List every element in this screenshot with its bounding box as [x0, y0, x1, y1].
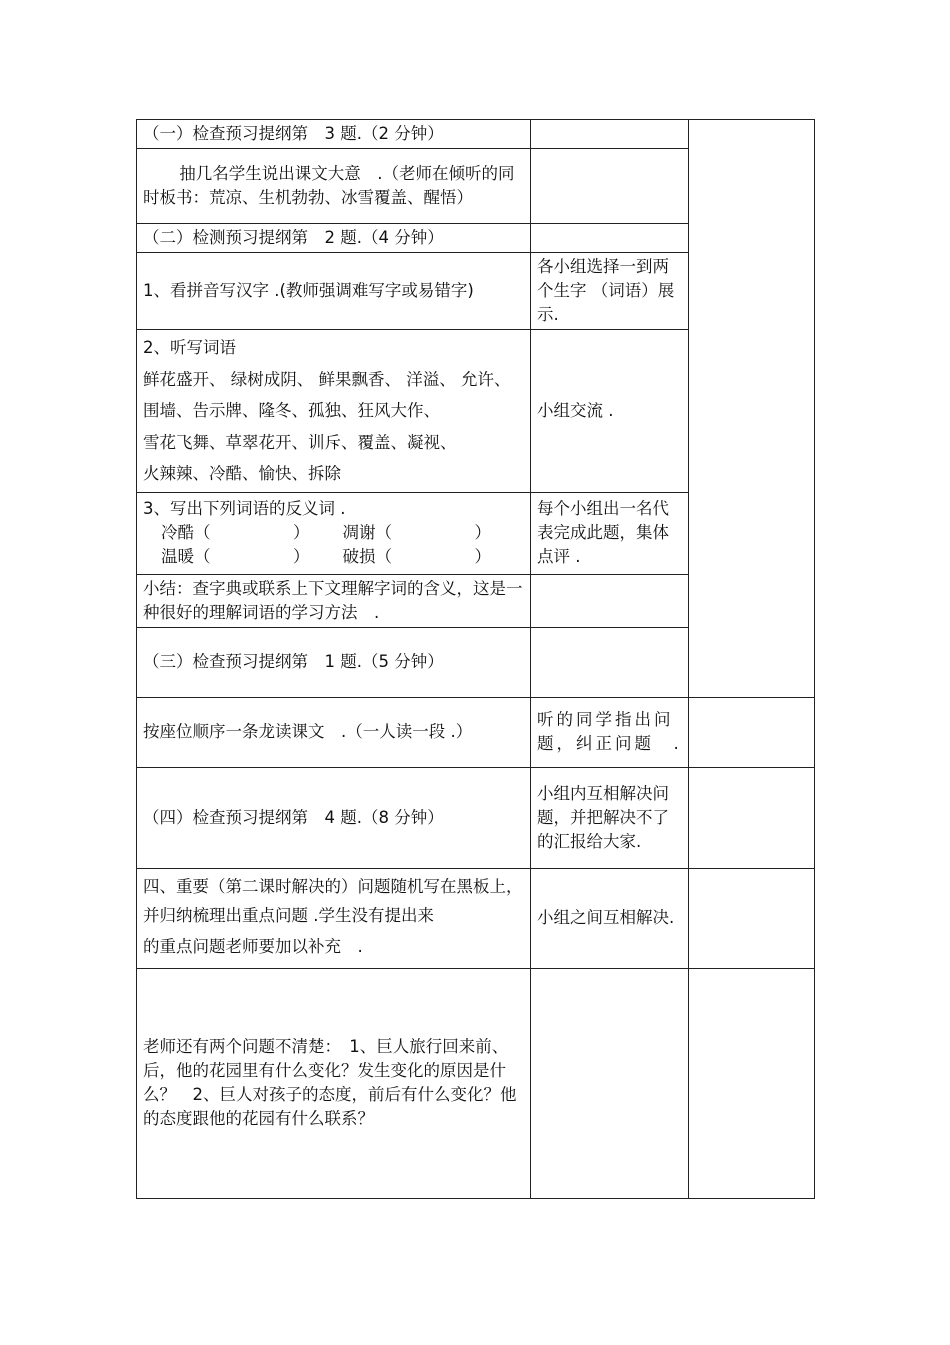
- section1-header: （一）检查预习提纲第 3 题.（2 分钟）: [137, 120, 531, 149]
- important-questions-main: 四、重要（第二课时解决的）问题随机写在黑板上，并归纳梳理出重点问题 .学生没有提出来: [143, 877, 523, 925]
- antonym-title: 3、写出下列词语的反义词 .: [143, 499, 346, 518]
- important-questions-tail: 的重点问题老师要加以补充 .: [143, 937, 363, 956]
- read-aloud-note: 听的同学指出问题，纠正问题 .: [531, 697, 689, 767]
- remarks-cell: [689, 697, 815, 767]
- dictation-line: 火辣辣、冷酷、愉快、拆除: [143, 464, 341, 483]
- remarks-cell-top: [689, 120, 815, 698]
- teacher-questions: 老师还有两个问题不清楚： 1、巨人旅行回来前、后，他的花园里有什么变化？发生变化的原因是什么？ 2、巨人对孩子的态度，前后有什么变化？他的态度跟他的花园有什么联系？: [137, 968, 531, 1198]
- antonym-grid: [143, 521, 524, 569]
- section1-note: [531, 120, 689, 149]
- teacher-questions-note: [531, 968, 689, 1198]
- summary: 小结：查字典或联系上下文理解字词的含义，这是一种很好的理解词语的学习方法 .: [137, 574, 531, 627]
- lesson-plan-table: [136, 119, 815, 1199]
- antonym-item: 破损（ ）: [342, 547, 491, 566]
- section1-body-note: [531, 149, 689, 224]
- section4-note: 小组内互相解决问题，并把解决不了的汇报给大家.: [531, 767, 689, 868]
- important-note: 小组之间互相解决.: [531, 868, 689, 968]
- dictation-line: 雪花飞舞、草翠花开、训斥、覆盖、凝视、: [143, 432, 457, 452]
- antonym-item: 凋谢（ ）: [342, 523, 491, 542]
- table-row: [137, 968, 815, 1198]
- antonym-note: 每个小组出一名代表完成此题，集体点评 .: [531, 492, 689, 574]
- antonym-item: 冷酷（ ）: [161, 523, 310, 542]
- section2-note: [531, 224, 689, 253]
- section3-header: （三）检查预习提纲第 1 题.（5 分钟）: [137, 627, 531, 697]
- dictation-line: 围墙、告示牌、隆冬、孤独、狂风大作、: [143, 401, 440, 420]
- antonym-item: 温暖（ ）: [161, 547, 310, 566]
- table-row: [137, 697, 815, 767]
- section2-header: （二）检测预习提纲第 2 题.（4 分钟）: [137, 224, 531, 253]
- dictation-task: [137, 330, 531, 493]
- pinyin-task-note: 各小组选择一到两个生字 （词语）展示.: [531, 253, 689, 330]
- dictation-title: 2、听写词语: [143, 338, 236, 357]
- section1-body: 抽几名学生说出课文大意 .（老师在倾听的同时板书：荒凉、生机勃勃、冰雪覆盖、醒悟）: [137, 149, 531, 224]
- dictation-note: 小组交流 .: [531, 330, 689, 493]
- pinyin-task: 1、看拼音写汉字 .(教师强调难写字或易错字): [137, 253, 531, 330]
- antonym-task: [137, 492, 531, 574]
- section4-header: （四）检查预习提纲第 4 题.（8 分钟）: [137, 767, 531, 868]
- dictation-line: 鲜花盛开、 绿树成阴、 鲜果飘香、 洋溢、 允许、: [143, 369, 511, 389]
- table-row: [137, 868, 815, 968]
- section3-note: [531, 627, 689, 697]
- summary-note: [531, 574, 689, 627]
- table-row: [137, 120, 815, 149]
- remarks-cell: [689, 767, 815, 868]
- important-questions: [137, 868, 531, 968]
- remarks-cell: [689, 868, 815, 968]
- remarks-cell: [689, 968, 815, 1198]
- read-aloud-task: 按座位顺序一条龙读课文 .（一人读一段 .）: [137, 697, 531, 767]
- table-row: [137, 767, 815, 868]
